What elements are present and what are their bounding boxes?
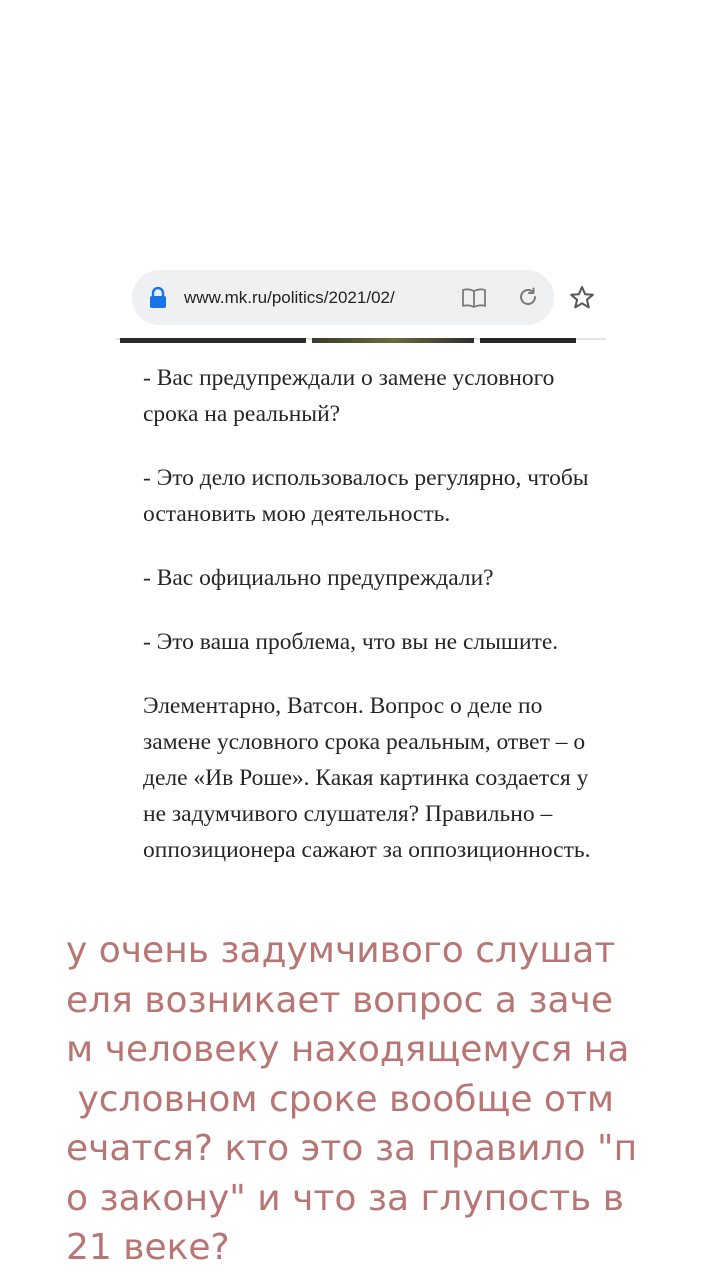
lock-icon — [149, 287, 167, 309]
overlay-line: о закону" и что за глупость в — [66, 1177, 624, 1219]
article-paragraph: - Вас официально предупреждали? — [143, 565, 494, 591]
overlay-line: условном сроке вообще отм — [66, 1078, 615, 1120]
article-body — [143, 360, 593, 896]
overlay-line: еля возникает вопрос а заче — [66, 979, 613, 1021]
overlay-line: 21 веке? — [66, 1227, 230, 1268]
overlay-line: ечатся? кто это за правило "п — [66, 1128, 638, 1169]
overlay-caption — [66, 926, 636, 1273]
cropped-photo-strip — [116, 338, 604, 344]
url-text[interactable]: www.mk.ru/politics/2021/02/ — [184, 288, 395, 307]
reload-icon[interactable] — [516, 285, 540, 309]
overlay-line: м человеку находящемуся на — [66, 1029, 630, 1070]
article-paragraph: Элементарно, Ватсон. Вопрос о деле по замене условного срока реальным, ответ – о деле «Ив Роше». Какая картинка создается у не задумчивого слушателя? Правильно – оппозиционера сажают за оппозиционность. — [143, 693, 591, 863]
reader-mode-icon[interactable] — [461, 287, 487, 309]
article-paragraph: - Это ваша проблема, что вы не слышите. — [143, 629, 559, 655]
article-paragraph: - Вас предупреждали о замене условного срока на реальный? — [143, 365, 555, 427]
article-paragraph: - Это дело использовалось регулярно, чтобы остановить мою деятельность. — [143, 465, 589, 527]
overlay-line: у очень задумчивого слушат — [66, 930, 616, 971]
bookmark-star-icon[interactable] — [568, 284, 596, 312]
